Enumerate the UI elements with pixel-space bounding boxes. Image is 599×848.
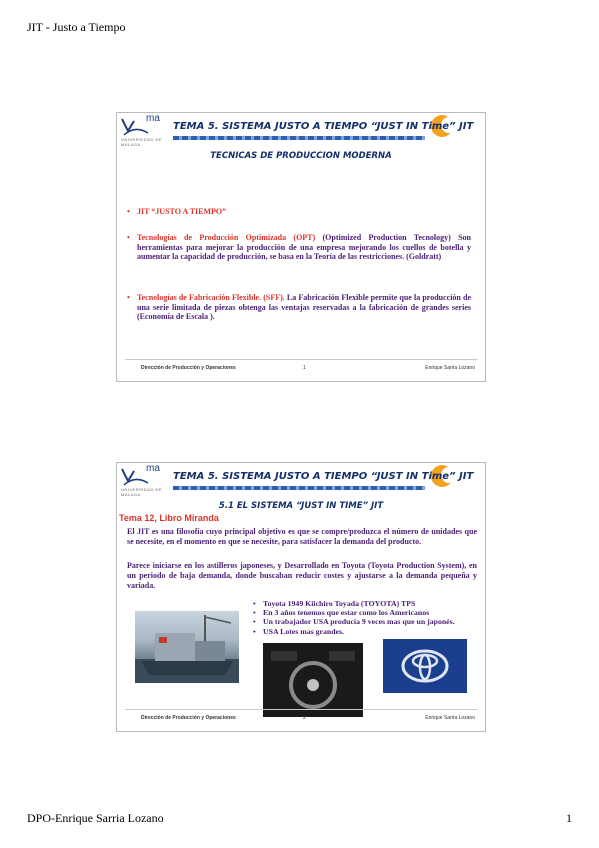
shipyard-photo <box>135 611 239 683</box>
logo-mark: ma <box>146 113 160 124</box>
slide-2 <box>116 462 486 732</box>
page-header: JIT - Justo a Tiempo <box>27 20 126 34</box>
university-logo <box>120 115 170 151</box>
bullet-list <box>125 293 471 322</box>
slide-title: TEMA 5. SISTEMA JUSTO A TIEMPO “JUST IN Time” JIT <box>173 121 474 132</box>
list-item: • Tecnologías de Producción Optimizada (OPT) (Optimized Production Tecnology) Son herramientas para mejorar la producción de una empresa mejorando los cuellos de botella y aumentar la capacidad de producción, se basa en la Teoría de las restricciones. (Goldratt) <box>127 233 471 262</box>
slide-footer: Dirección de Producción y Operaciones 1 Enrique Sarria Lozano <box>117 363 485 373</box>
list-item: • Un trabajador USA producía 9 veces mas que un japonés. <box>253 617 455 627</box>
reference-tag: Tema 12, Libro Miranda <box>119 513 219 523</box>
anniversary-logo <box>427 463 483 501</box>
page-footer: DPO-Enrique Sarria Lozano <box>27 811 164 825</box>
paragraph: El JIT es una filosofía cuyo principal objetivo es que se compre/produzca el número de unidades que se necesite, en el momento en que se necesite, para satisfacer la demanda del producto. <box>127 527 477 546</box>
university-logo <box>120 465 170 501</box>
slide-title: TEMA 5. SISTEMA JUSTO A TIEMPO “JUST IN Time” JIT <box>173 471 474 482</box>
title-decoration <box>173 136 425 140</box>
list-item: • Toyota 1949 Kiichiro Toyada (TOYOTA) TPS <box>253 599 416 608</box>
car-dashboard-photo <box>263 643 363 717</box>
bullet-list <box>125 233 471 262</box>
bullet-list <box>125 207 471 217</box>
list-item: • USA Lotes mas grandes. <box>253 626 345 636</box>
logo-text: UNIVERSIDAD DE MÁLAGA <box>121 137 163 147</box>
toyota-logo-image <box>383 639 467 693</box>
logo-text: UNIVERSIDAD DE MÁLAGA <box>121 487 163 497</box>
slide-1 <box>116 112 486 382</box>
anniversary-logo <box>427 113 483 151</box>
list-item: • En 3 años tenemos que estar como los Americanos <box>253 608 430 618</box>
page-number: 1 <box>566 811 572 825</box>
logo-mark: ma <box>146 463 160 474</box>
list-item: • Tecnologías de Fabricación Flexible. (SFF). La Fabricación Flexible permite que la producción de una serie limitada de piezas obtenga las ventajas reservadas a la fabricación de grandes series (Economía de Escala ). <box>127 293 471 322</box>
slide-subtitle: TECNICAS DE PRODUCCION MODERNA <box>210 151 392 161</box>
title-decoration <box>173 486 425 490</box>
list-item: • JIT “JUSTO A TIEMPO” <box>127 207 227 216</box>
paragraph: Parece iniciarse en los astilleros japoneses, y Desarrollado en Toyota (Toyota Production System), en un periodo de baja demanda, donde buscaban reducir costes y ajustarse a la demanda pequeña y variada. <box>127 561 477 590</box>
slide-footer: Dirección de Producción y Operaciones 2 Enrique Sarria Lozano <box>117 713 485 723</box>
bullet-list <box>253 599 477 636</box>
slide-subtitle: 5.1 EL SISTEMA “JUST IN TIME” JIT <box>218 501 384 511</box>
